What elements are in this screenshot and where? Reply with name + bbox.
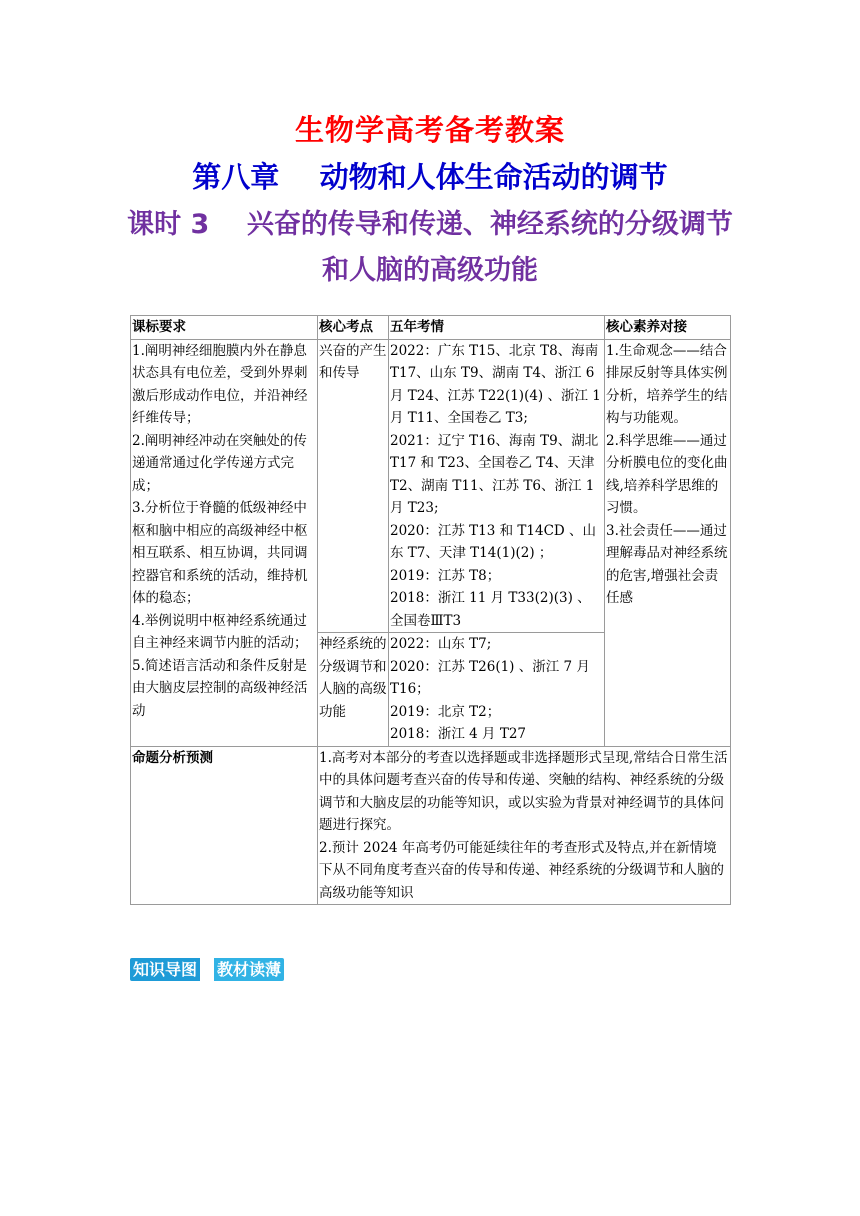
header-requirements: 课标要求	[131, 316, 318, 340]
header-five-year: 五年考情	[389, 316, 605, 340]
history-cell-2	[389, 633, 605, 747]
table-header-row	[131, 316, 731, 340]
history-item: 2020：江苏 T26(1) 、浙江 7 月 T16；	[390, 658, 590, 697]
lesson-title: 课时 3 兴奋的传导和传递、神经系统的分级调节和人脑的高级功能	[127, 209, 733, 286]
table-row	[131, 339, 731, 633]
history-cell-1	[389, 339, 605, 633]
history-item: 2018：浙江 4 月 T27	[390, 726, 527, 742]
requirement-item: 3.分析位于脊髓的低级神经中枢和脑中相应的高级神经中枢相互联系、相互协调，共同调控器官和系统的活动，维持机体的稳态；	[132, 500, 308, 606]
table-row	[131, 746, 731, 905]
history-item: 2019：江苏 T8；	[390, 567, 501, 584]
header-literacy: 核心素养对接	[605, 316, 731, 340]
history-item: 2022：广东 T15、北京 T8、海南 T17、山东 T9、湖南 T4、浙江 6 月 T24、江苏 T22(1)(4) 、浙江 1 月 T11、全国卷乙 T3;	[390, 342, 601, 426]
prediction-item: 2.预计 2024 年高考仍可能延续往年的考查形式及特点,并在新情境下从不同角度考查兴奋的传导和传递、神经系统的分级调节和人脑的高级功能等知识	[319, 839, 724, 901]
literacy-item: 3.社会责任——通过理解毒品对神经系统的危害,增强社会责任感	[606, 522, 728, 606]
header-core-points: 核心考点	[318, 316, 389, 340]
history-item: 2020：江苏 T13 和 T14CD 、山东 T7、天津 T14(1)(2) ；	[390, 522, 597, 561]
literacy-item: 2.科学思维——通过分析膜电位的变化曲线,培养科学思维的习惯。	[606, 432, 728, 516]
literacy-cell	[605, 339, 731, 746]
history-item: 2021：辽宁 T16、海南 T9、湖北 T17 和 T23、全国卷乙 T4、天津 T2、湖南 T11、江苏 T6、浙江 1 月 T23;	[390, 432, 599, 516]
requirement-item: 5.简述语言活动和条件反射是由大脑皮层控制的高级神经活动	[132, 657, 308, 719]
prediction-label: 命题分析预测	[131, 746, 318, 905]
requirement-item: 4.举例说明中枢神经系统通过自主神经来调节内脏的活动；	[132, 612, 308, 651]
core-point-1: 兴奋的产生和传导	[318, 339, 389, 633]
history-item: 2022：山东 T7;	[390, 636, 492, 652]
knowledge-map-badge: 知识导图	[130, 958, 200, 981]
prediction-cell	[318, 746, 731, 905]
chapter-title: 第八章 动物和人体生命活动的调节	[192, 160, 668, 194]
syllabus-table	[130, 315, 731, 905]
prediction-item: 1.高考对本部分的考查以选择题或非选择题形式呈现,常结合日常生活中的具体问题考查兴奋的传导和传递、突触的结构、神经系统的分级调节和大脑皮层的功能等知识，或以实验为背景对神经调节的具体问题进行探究。	[319, 749, 728, 833]
history-item: 2018：浙江 11 月 T33(2)(3) 、全国卷ⅢT3	[390, 590, 591, 629]
requirement-item: 1.阐明神经细胞膜内外在静息状态具有电位差，受到外界刺激后形成动作电位，并沿神经纤维传导；	[132, 342, 308, 426]
requirement-item: 2.阐明神经冲动在突触处的传递通常通过化学传递方式完成；	[132, 432, 307, 494]
literacy-item: 1.生命观念——结合排尿反射等具体实例分析，培养学生的结构与功能观。	[606, 342, 728, 426]
history-item: 2019：北京 T2；	[390, 703, 501, 720]
requirements-cell	[131, 339, 318, 746]
core-point-2: 神经系统的分级调节和人脑的高级功能	[318, 633, 389, 747]
document-title: 生物学高考备考教案	[294, 113, 565, 147]
textbook-summary-badge: 教材读薄	[214, 958, 284, 981]
